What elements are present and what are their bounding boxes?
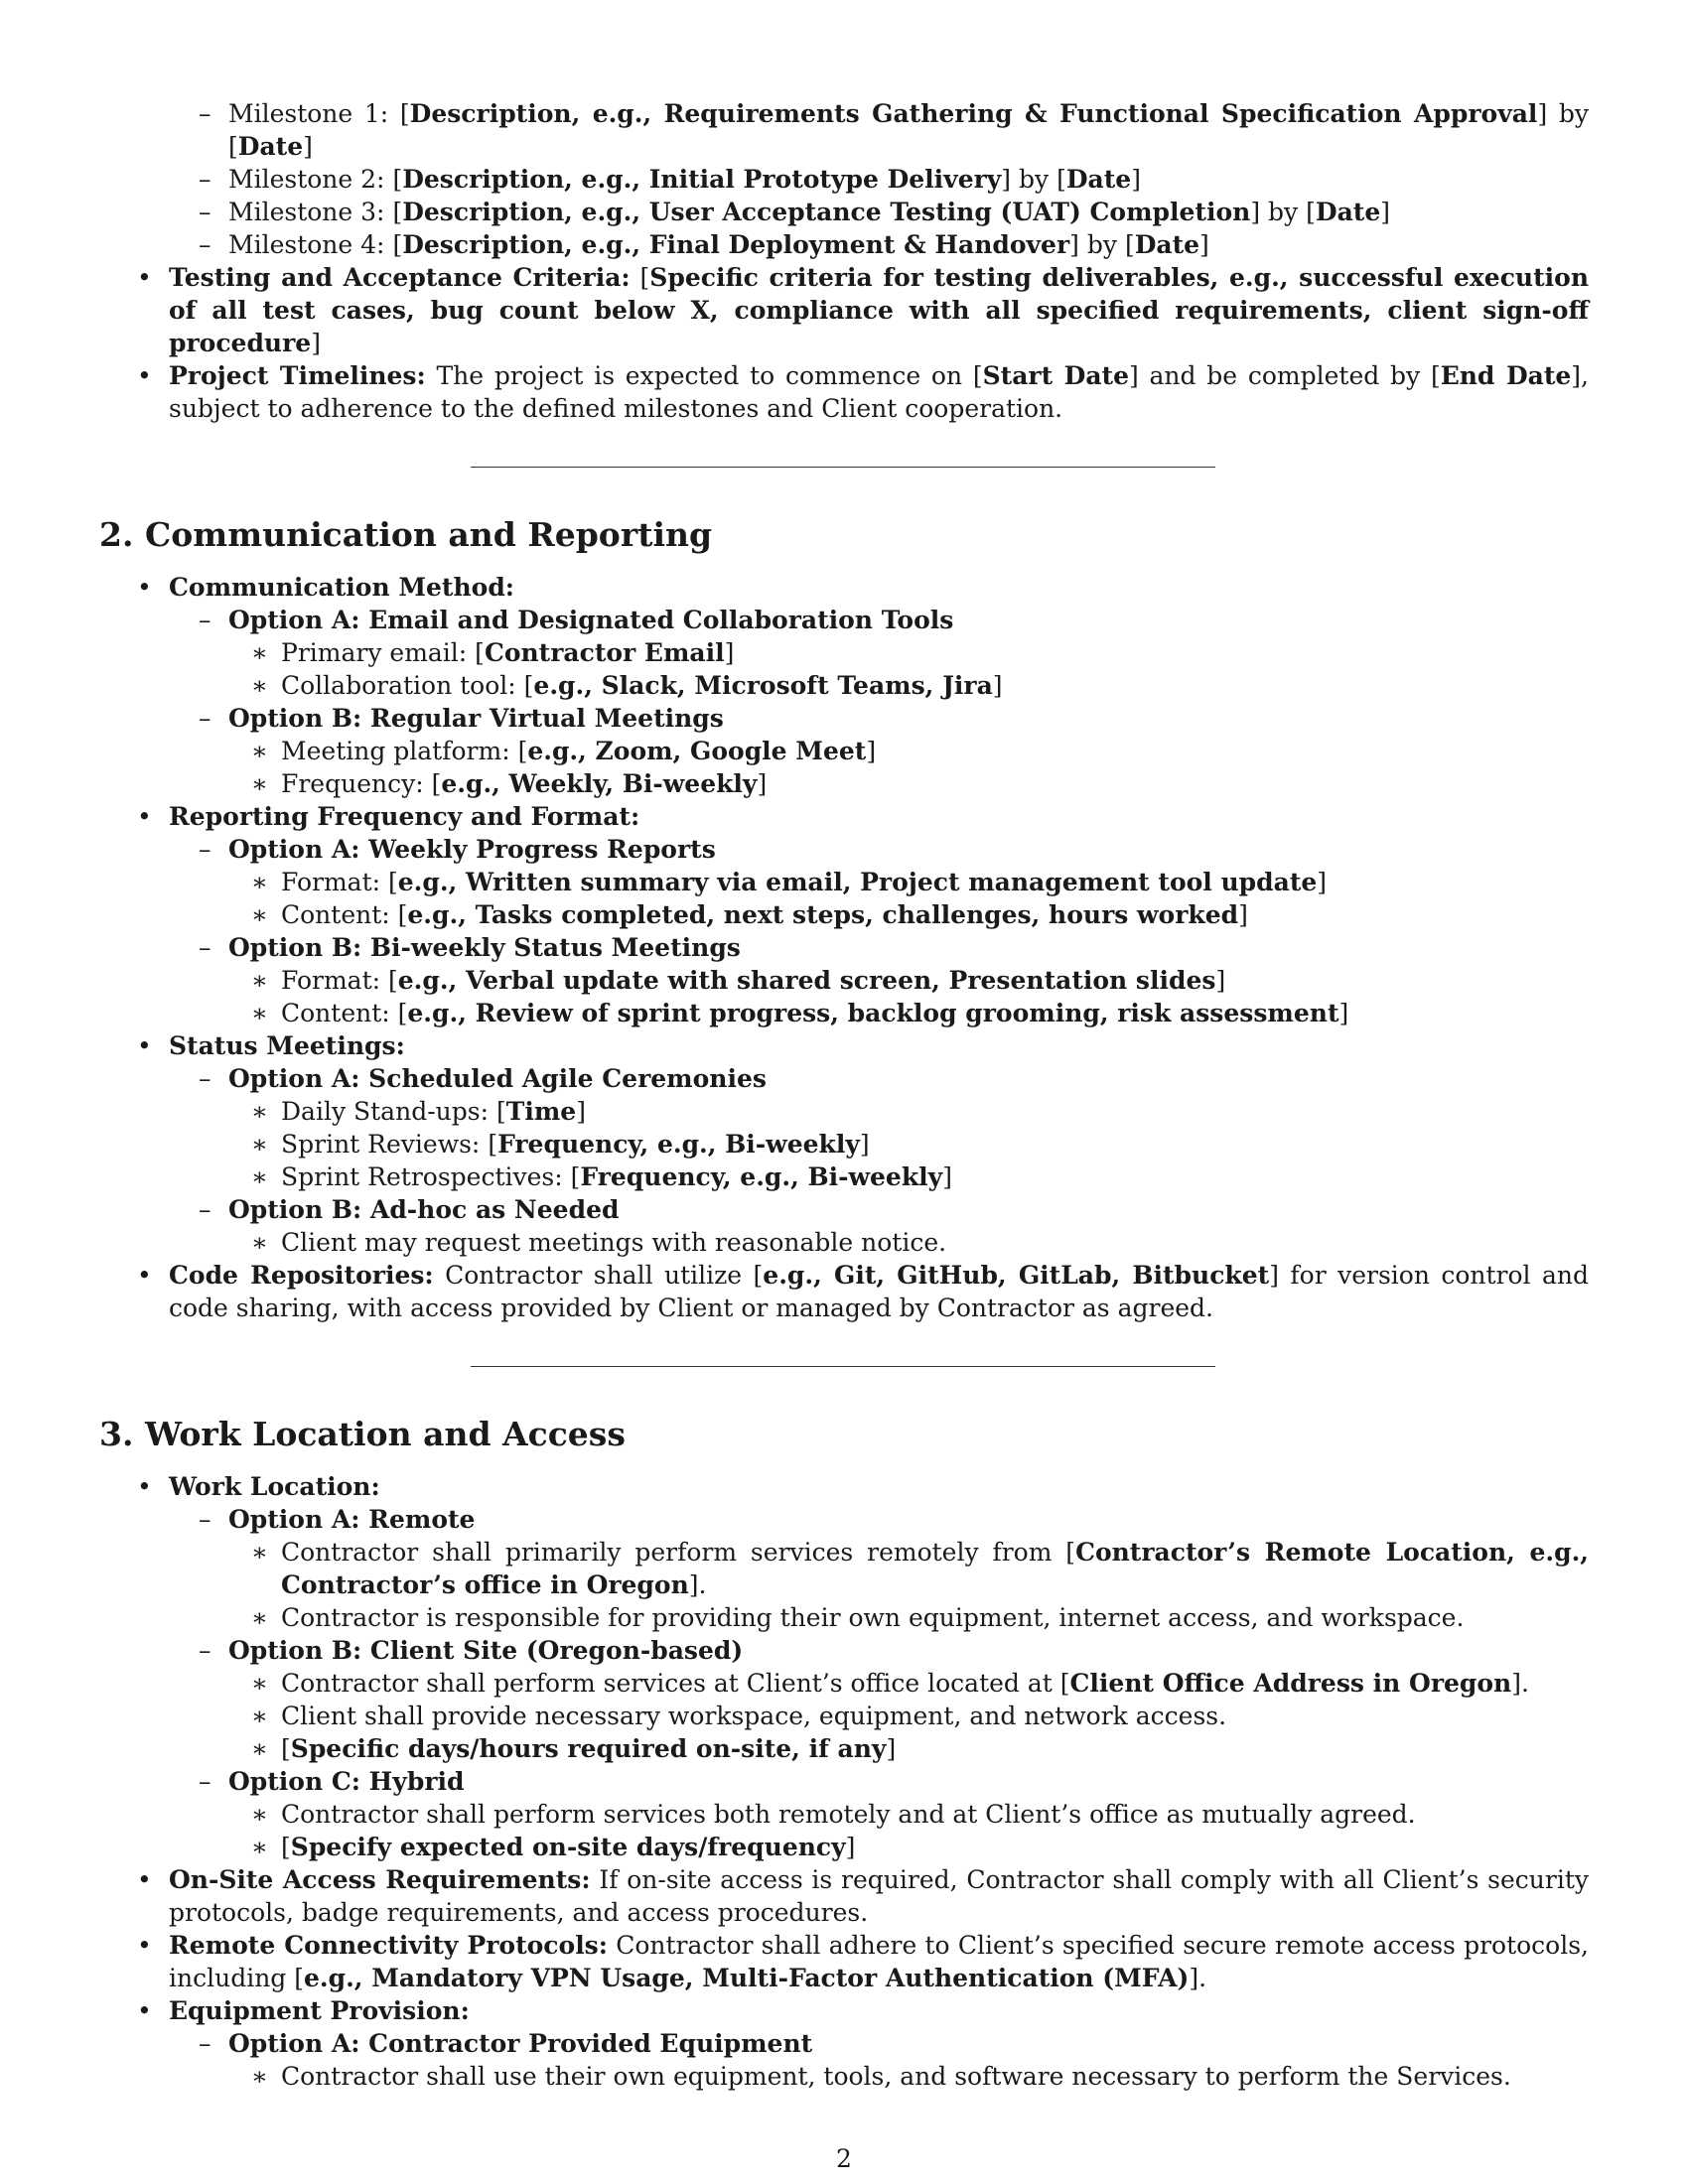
project-terms-list <box>99 261 1589 425</box>
sub-item: ∗ Client may request meetings with reasonable notice. <box>251 1228 947 1257</box>
sub-item: ∗ Daily Stand-ups: [Time] <box>251 1097 586 1126</box>
bullet-marker: • <box>137 573 152 602</box>
sub-item: ∗ Sprint Retrospectives: [Frequency, e.g., Bi-weekly] <box>251 1162 952 1191</box>
bullet-marker: • <box>137 1996 152 2025</box>
asterisk-marker: ∗ <box>251 2062 268 2091</box>
dash-marker: – <box>199 606 211 634</box>
section-heading-communication: 2. Communication and Reporting <box>99 515 713 554</box>
sub-item: ∗ Content: [e.g., Tasks completed, next steps, challenges, hours worked] <box>251 900 1248 929</box>
section-heading-work-location: 3. Work Location and Access <box>99 1415 626 1453</box>
option-item: – Option B: Regular Virtual Meetings <box>199 704 724 733</box>
milestone-list <box>99 97 1589 261</box>
dash-marker: – <box>199 165 211 194</box>
option-item: – Option B: Client Site (Oregon-based) <box>199 1636 744 1665</box>
milestone-item: – Milestone 2: [Description, e.g., Initial Prototype Delivery] by [Date] <box>199 165 1141 194</box>
bullet-marker: • <box>137 263 152 292</box>
status-meetings-item: • Status Meetings: <box>137 1031 405 1060</box>
asterisk-marker: ∗ <box>251 671 268 700</box>
milestone-item: – Milestone 4: [Description, e.g., Final Deployment & Handover] by [Date] <box>199 230 1209 259</box>
dash-marker: – <box>199 1636 211 1665</box>
option-item: – Option A: Contractor Provided Equipment <box>199 2029 813 2058</box>
dash-marker: – <box>199 230 211 259</box>
milestone-item: – Milestone 3: [Description, e.g., User Acceptance Testing (UAT) Completion] by [Date] <box>199 198 1391 226</box>
asterisk-marker: ∗ <box>251 1603 268 1632</box>
option-item: – Option B: Bi-weekly Status Meetings <box>199 933 741 962</box>
asterisk-marker: ∗ <box>251 900 268 929</box>
asterisk-marker: ∗ <box>251 1702 268 1730</box>
page-number: 2 <box>836 2144 852 2173</box>
asterisk-marker: ∗ <box>251 1538 268 1567</box>
reporting-item: • Reporting Frequency and Format: <box>137 802 640 831</box>
dash-marker: – <box>199 99 211 128</box>
sub-item: ∗ Primary email: [Contractor Email] <box>251 638 735 667</box>
asterisk-marker: ∗ <box>251 1800 268 1829</box>
sub-item: ∗ Format: [e.g., Verbal update with shared screen, Presentation slides] <box>251 966 1226 995</box>
sub-item: ∗ Content: [e.g., Review of sprint progress, backlog grooming, risk assessment] <box>251 999 1349 1027</box>
section-divider <box>471 467 1215 468</box>
asterisk-marker: ∗ <box>251 966 268 995</box>
dash-marker: – <box>199 2029 211 2058</box>
asterisk-marker: ∗ <box>251 1162 268 1191</box>
asterisk-marker: ∗ <box>251 1669 268 1698</box>
sub-item: ∗ Client shall provide necessary workspace, equipment, and network access. <box>251 1702 1227 1730</box>
asterisk-marker: ∗ <box>251 868 268 896</box>
option-item: – Option A: Weekly Progress Reports <box>199 835 716 864</box>
milestone-item: – Milestone 1: [Description, e.g., Requirements Gathering & Functional Specification Approval] by [Date] <box>199 99 1589 161</box>
asterisk-marker: ∗ <box>251 638 268 667</box>
dash-marker: – <box>199 704 211 733</box>
bullet-marker: • <box>137 1865 152 1894</box>
sub-item: ∗ Contractor is responsible for providing their own equipment, internet access, and workspace. <box>251 1603 1465 1632</box>
dash-marker: – <box>199 1505 211 1534</box>
asterisk-marker: ∗ <box>251 1833 268 1861</box>
work-location-list <box>99 1470 1589 2093</box>
asterisk-marker: ∗ <box>251 999 268 1027</box>
sub-item: ∗ [Specific days/hours required on-site, if any] <box>251 1734 897 1763</box>
asterisk-marker: ∗ <box>251 1097 268 1126</box>
option-item: – Option B: Ad-hoc as Needed <box>199 1195 620 1224</box>
code-repositories-item: • Code Repositories: Contractor shall utilize [e.g., Git, GitHub, GitLab, Bitbucket] for version control and code sharing, with access provided by Client or managed by Contractor as agreed. <box>137 1261 1589 1322</box>
option-item: – Option A: Remote <box>199 1505 476 1534</box>
asterisk-marker: ∗ <box>251 1228 268 1257</box>
sub-item: ∗ Format: [e.g., Written summary via email, Project management tool update] <box>251 868 1328 896</box>
dash-marker: – <box>199 1767 211 1796</box>
option-item: – Option C: Hybrid <box>199 1767 465 1796</box>
sub-item: ∗ [Specify expected on-site days/frequency] <box>251 1833 856 1861</box>
sub-item: ∗ Contractor shall primarily perform services remotely from [Contractor’s Remote Location, e.g., Contractor’s office in Oregon]. <box>251 1538 1589 1599</box>
dash-marker: – <box>199 1064 211 1093</box>
asterisk-marker: ∗ <box>251 1130 268 1159</box>
option-item: – Option A: Scheduled Agile Ceremonies <box>199 1064 767 1093</box>
bullet-marker: • <box>137 361 152 390</box>
sub-item: ∗ Contractor shall perform services both remotely and at Client’s office as mutually agreed. <box>251 1800 1416 1829</box>
sub-item: ∗ Frequency: [e.g., Weekly, Bi-weekly] <box>251 769 768 798</box>
bullet-marker: • <box>137 1031 152 1060</box>
dash-marker: – <box>199 198 211 226</box>
sub-item: ∗ Contractor shall perform services at Client’s office located at [Client Office Address in Oregon]. <box>251 1669 1529 1698</box>
bullet-marker: • <box>137 1472 152 1501</box>
communication-list <box>99 571 1589 1324</box>
dash-marker: – <box>199 1195 211 1224</box>
sub-item: ∗ Sprint Reviews: [Frequency, e.g., Bi-weekly] <box>251 1130 870 1159</box>
communication-method-item: • Communication Method: <box>137 573 515 602</box>
sub-item: ∗ Collaboration tool: [e.g., Slack, Microsoft Teams, Jira] <box>251 671 1003 700</box>
timelines-item: • Project Timelines: The project is expected to commence on [Start Date] and be completed by [End Date], subject to adherence to the defined milestones and Client cooperation. <box>137 361 1589 423</box>
bullet-marker: • <box>137 802 152 831</box>
bullet-marker: • <box>137 1261 152 1290</box>
equipment-provision-item: • Equipment Provision: <box>137 1996 470 2025</box>
option-item: – Option A: Email and Designated Collaboration Tools <box>199 606 954 634</box>
dash-marker: – <box>199 933 211 962</box>
work-location-item: • Work Location: <box>137 1472 380 1501</box>
section-divider <box>471 1366 1215 1367</box>
remote-connectivity-item: • Remote Connectivity Protocols: Contractor shall adhere to Client’s specified secure remote access protocols, including [e.g., Mandatory VPN Usage, Multi-Factor Authentication (MFA)]. <box>137 1931 1590 1992</box>
asterisk-marker: ∗ <box>251 1734 268 1763</box>
sub-item: ∗ Contractor shall use their own equipment, tools, and software necessary to perform the Services. <box>251 2062 1511 2091</box>
onsite-access-item: • On-Site Access Requirements: If on-site access is required, Contractor shall comply with all Client’s security protocols, badge requirements, and access procedures. <box>137 1865 1590 1927</box>
testing-criteria-item: • Testing and Acceptance Criteria: [Specific criteria for testing deliverables, e.g., successful execution of all test cases, bug count below X, compliance with all specified requirements, client sign-off procedure] <box>137 263 1590 357</box>
asterisk-marker: ∗ <box>251 769 268 798</box>
dash-marker: – <box>199 835 211 864</box>
asterisk-marker: ∗ <box>251 737 268 765</box>
sub-item: ∗ Meeting platform: [e.g., Zoom, Google Meet] <box>251 737 877 765</box>
bullet-marker: • <box>137 1931 152 1960</box>
